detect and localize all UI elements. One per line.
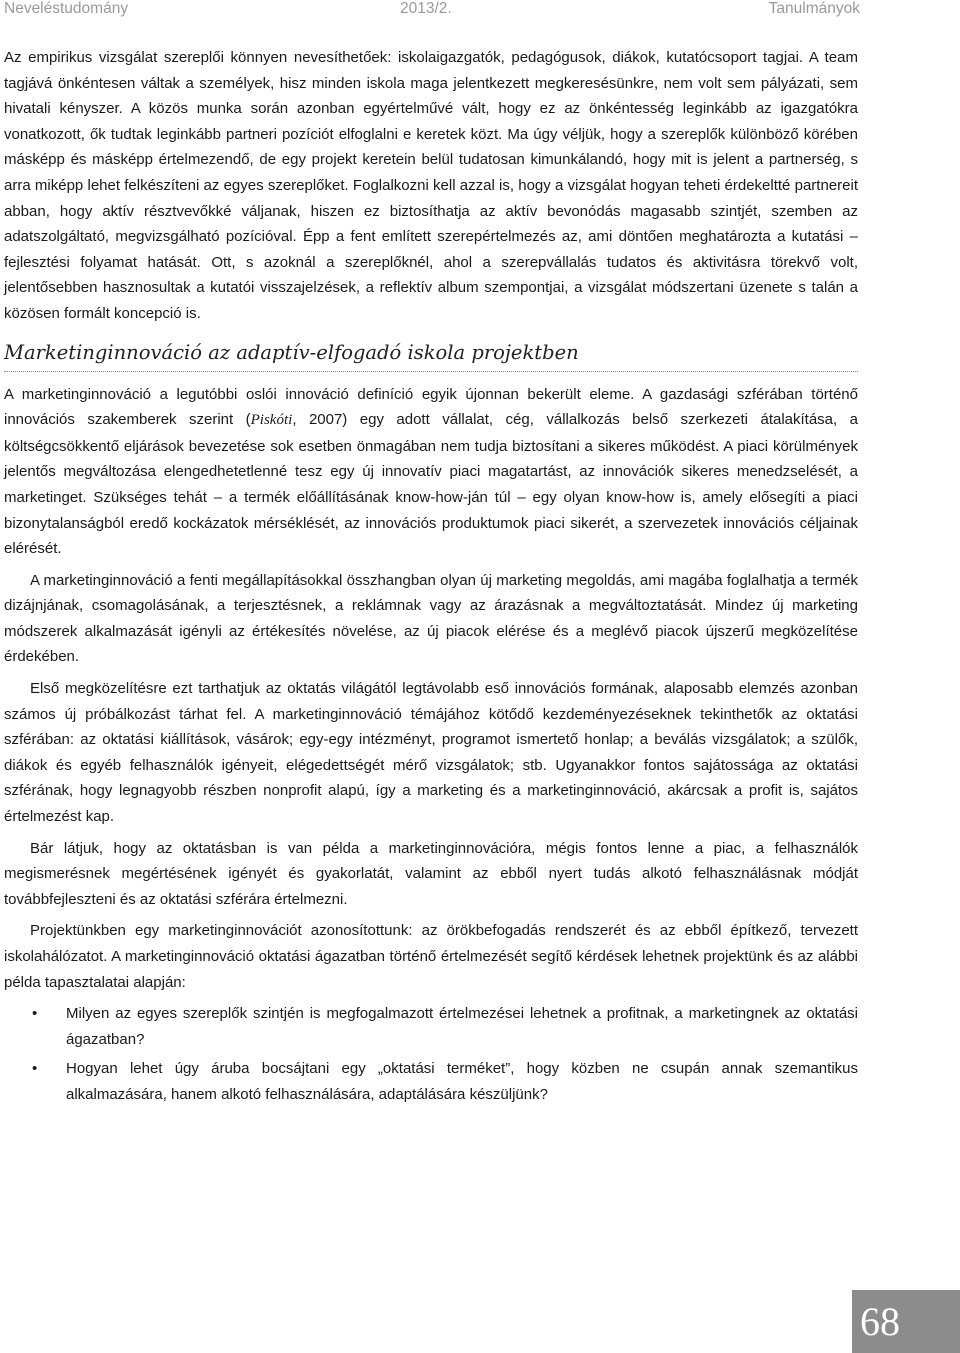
- paragraph-4: Első megközelítésre ezt tarthatjuk az oktatás világától legtávolabb eső innovációs formának, alaposabb elemzés azonban számos új próbálkozást tárhat fel. A marketinginnováció témájához kötődő kezdeményezéseknek tekinthetők az oktatási szférában: az oktatási kiállítások, vásárok; egy-egy intézményt, programot ismertető honlap; a beválás vizsgálatok; a szülők, diákok és egyéb felhasználók igényeit, elégedettségét mérő vizsgálatok; stb. Ugyanakkor fontos sajátossága az oktatási szférának, hogy legnagyobb részben nonprofit alapú, így a marketing és a marketinginnováció, akárcsak a profit is, sajátos értelmezést kap.: [4, 680, 858, 826]
- paragraph-2: [4, 382, 858, 562]
- paragraph-6: Projektünkben egy marketinginnovációt azonosítottunk: az örökbefogadás rendszerét és az ebből építkező, tervezett iskolahálózatot. A marketinginnováció oktatási ágazatban történő értelmezését segítő kérdések lehetnek projektünk és az alábbi példa tapasztalatai alapján:: [4, 922, 858, 991]
- bullet-icon: •: [32, 1060, 38, 1078]
- bullet-icon: •: [32, 1005, 38, 1023]
- citation-author: Piskóti: [250, 412, 293, 429]
- question-list: [4, 1001, 858, 1107]
- running-header: [0, 0, 960, 22]
- paragraph-5: Bár látjuk, hogy az oktatásban is van példa a marketinginnovációra, mégis fontos lenne a piac, a felhasználók megismerésnek megértésének igényét és gyakorlatát, valamint az ebből nyert tudás alkotó felhasználásnak módját továbbfejleszteni és az oktatási szférára értelmezni.: [4, 839, 858, 908]
- paragraph-2-part-2: , 2007) egy adott vállalat, cég, vállalkozás belső szerkezeti átalakítása, a költségcsökkentő eljárások bevezetése sok esetben önmagában nem tudja biztosítani a sikeres működést. A piaci körülmények jelentős megváltozása elengedhetetlenné tesz egy új innovatív piaci magatartást, az innovációk sikeres menedzselését, a marketinget. Szükséges tehát – a termék előállításának know-how-ján túl – egy olyan know-how is, amely elősegíti a piaci bizonytalanságból eredő kockázatok mérséklését, az innovációs produktumok piaci sikerét, a szervezetek innovációs céljainak elérését.: [4, 411, 858, 558]
- paragraph-3: A marketinginnováció a fenti megállapításokkal összhangban olyan új marketing megoldás, ami magába foglalhatja a termék dizájnjának, csomagolásának, a terjesztésnek, a reklámnak vagy az árazásnak a megváltoztatását. Mindez új marketing módszerek alkalmazását igényli az értékesítés növelése, az új piacok elérése és a meglévő piacok újszerű megközelítése érdekében.: [4, 571, 858, 666]
- section-heading: Marketinginnováció az adaptív-elfogadó iskola projektben: [4, 340, 858, 372]
- journal-title: Neveléstudomány: [4, 0, 129, 17]
- article-body: [4, 45, 858, 1112]
- paragraph-1: Az empirikus vizsgálat szereplői könnyen nevesíthetőek: iskolaigazgatók, pedagógusok, diákok, kutatócsoport tagjai. A team tagjává önkéntesen váltak a személyek, hisz minden iskola maga jelentkezett megkeresésünkre, nem volt sem pályázati, sem hivatali kényszer. A közös munka során azonban egyértelművé vált, hogy ez az önkéntesség leginkább az igazgatókra vonatkozott, ők tudtak leginkább partneri pozíciót elfoglalni e keretek közt. Ma úgy véljük, hogy a szereplők különböző körében másképp és másképp értelmezendő, de egy projekt keretein belül tudatosan kimunkálandó, hogy mit is jelent a partnerség, s arra miképp lehet felkészíteni az egyes szereplőket. Foglalkozni kell azzal is, hogy a vizsgálat hogyan teheti érdekeltté partnereit abban, hogy aktív résztvevőkké váljanak, hiszen ez biztosíthatja az aktív bevonódás magasabb szintjét, szemben az adatszolgáltató, megvizsgálható pozícióval. Épp a fent említett szerepértelmezés az, ami döntően meghatározta a kutatási – fejlesztési folyamat hatását. Ott, s azoknál a szereplőknél, ahol a szerepvállalás tudatos és aktivitásra törekvő volt, jelentősebben hasznosultak a kutatói visszajelzések, a reflektív album szempontjai, a vizsgálat módszertani üzenete s talán a közösen formált koncepció is.: [4, 49, 858, 322]
- list-item: [4, 1001, 858, 1052]
- list-item: [4, 1056, 858, 1107]
- list-item-text: Milyen az egyes szereplők szintjén is megfogalmazott értelmezései lehetnek a profitnak, a marketingnek az oktatási ágazatban?: [66, 1005, 858, 1048]
- paragraph-2-part-1: A marketinginnováció a legutóbbi oslói innováció definíció egyik újonnan bekerült eleme. A gazdasági szférában történő innovációs szakemberek szerint (: [4, 385, 858, 429]
- issue-number: 2013/2.: [400, 0, 452, 17]
- list-item-text: Hogyan lehet úgy áruba bocsájtani egy „oktatási terméket”, hogy közben ne csupán annak szemantikus alkalmazására, hanem alkotó felhasználására, adaptálására készüljünk?: [66, 1060, 858, 1103]
- section-label: Tanulmányok: [768, 0, 860, 17]
- page-number: 68: [852, 1290, 960, 1353]
